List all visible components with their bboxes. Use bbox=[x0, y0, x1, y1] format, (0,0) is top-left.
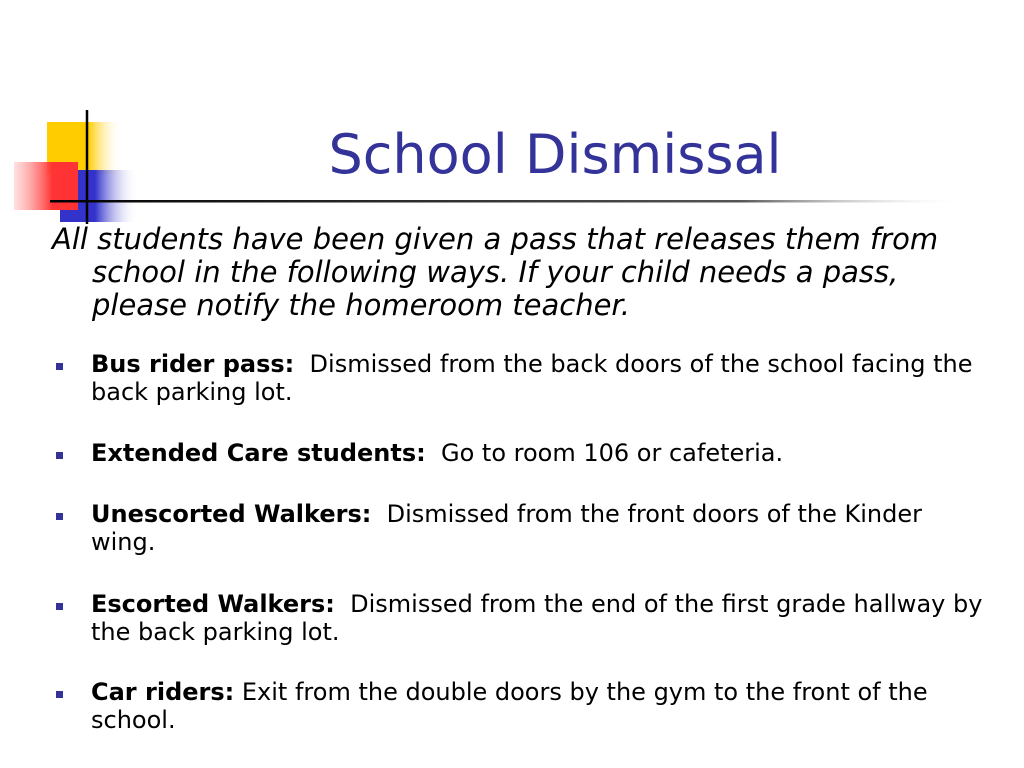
bullet-text bbox=[91, 439, 991, 467]
bullet-square-icon bbox=[56, 452, 63, 459]
bullet-description: Go to room 106 or cafeteria. bbox=[441, 439, 784, 467]
bullet-square-icon bbox=[56, 363, 63, 370]
bullet-label: Unescorted Walkers: bbox=[91, 500, 372, 528]
slide-title: School Dismissal bbox=[328, 123, 782, 186]
bullet-text bbox=[91, 678, 991, 734]
bullet-text bbox=[91, 590, 991, 646]
bullet-label: Car riders: bbox=[91, 678, 235, 706]
bullet-label: Extended Care students: bbox=[91, 439, 426, 467]
bullet-text bbox=[91, 350, 991, 406]
bullet-square-icon bbox=[56, 691, 63, 698]
intro-paragraph: All students have been given a pass that releases them from school in the following ways. If your child needs a pass, please notify the homeroom teacher. bbox=[52, 222, 939, 322]
bullet-square-icon bbox=[56, 603, 63, 610]
bullet-description: Exit from the double doors by the gym to the front of the school. bbox=[91, 678, 928, 734]
bullet-label: Bus rider pass: bbox=[91, 350, 295, 378]
bullet-square-icon bbox=[56, 513, 63, 520]
bullet-text bbox=[91, 500, 991, 556]
bullet-label: Escorted Walkers: bbox=[91, 590, 335, 618]
bullet-description: Dismissed from the front doors of the Kinder wing. bbox=[91, 500, 923, 556]
bullet-description: Dismissed from the back doors of the school facing the back parking lot. bbox=[91, 350, 973, 406]
bullet-description: Dismissed from the end of the first grade hallway by the back parking lot. bbox=[91, 590, 983, 646]
title-underline-rule bbox=[0, 196, 1024, 208]
